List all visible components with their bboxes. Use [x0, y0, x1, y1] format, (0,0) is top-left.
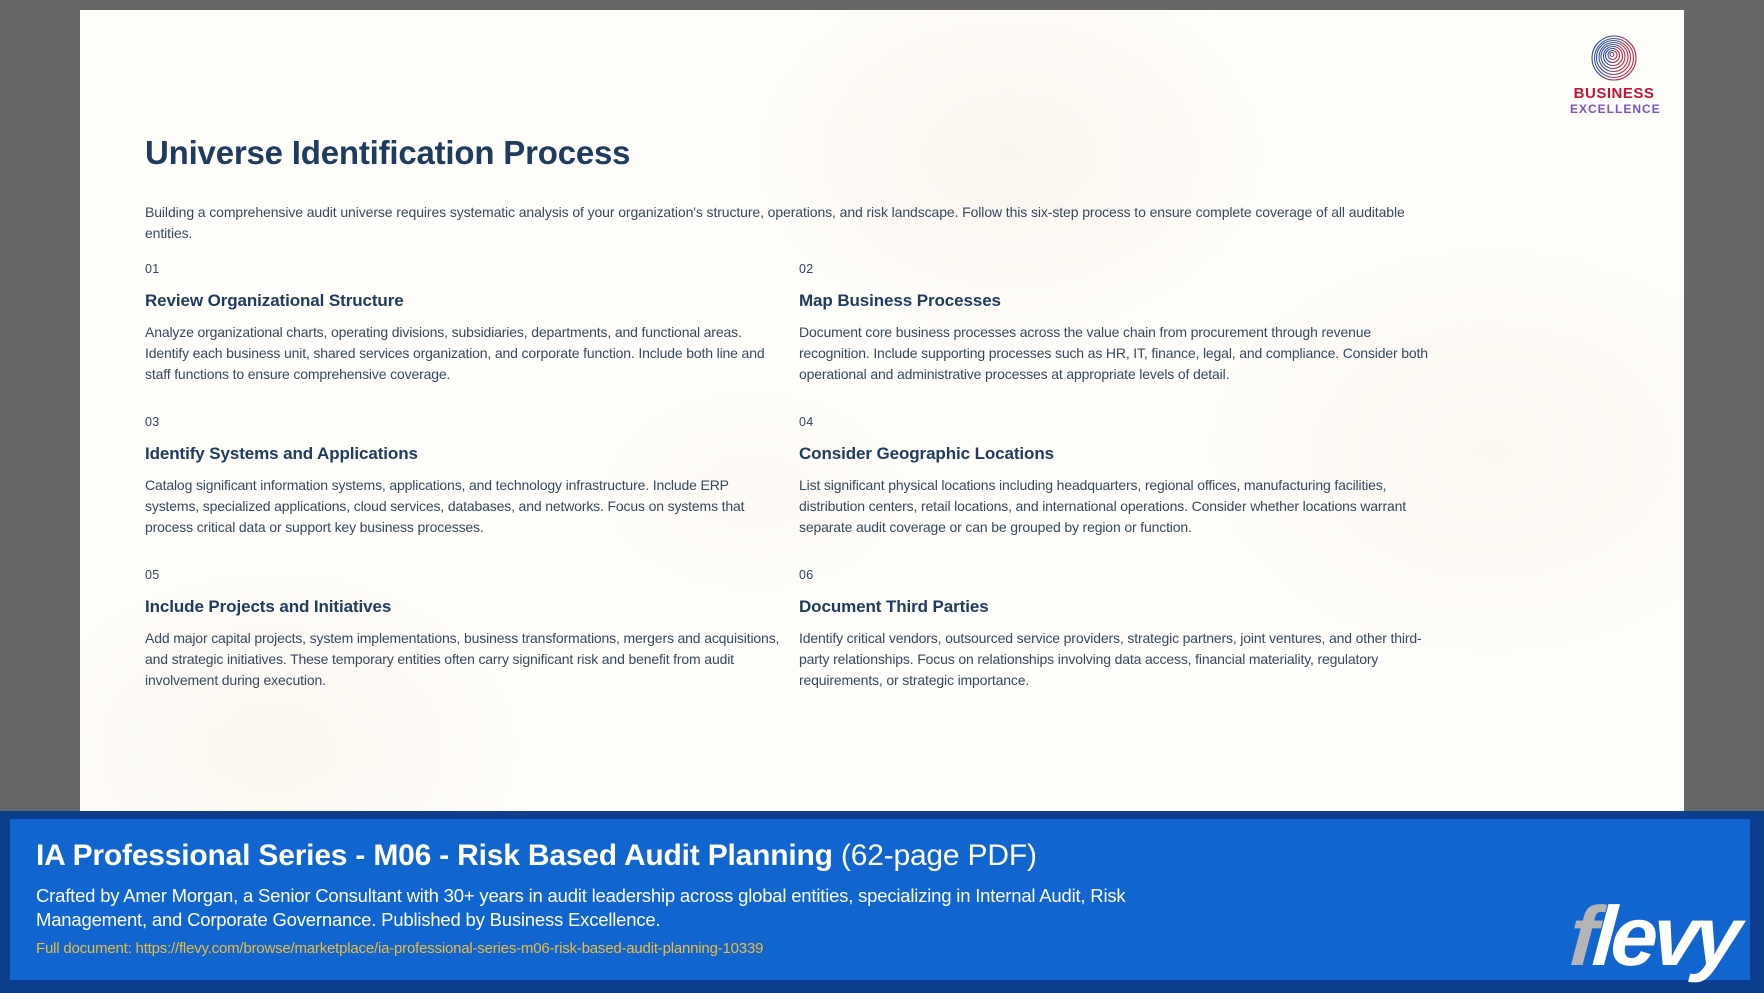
step-item-03 [145, 415, 785, 538]
step-heading: Include Projects and Initiatives [145, 597, 392, 616]
step-body: Document core business processes across the value chain from procurement through revenue recognition. Include supporting processes such as HR, IT, finance, legal, and compliance. Consider both operational and administrative processes at appropriate levels of detail. [799, 324, 1428, 382]
step-body: Catalog significant information systems, applications, and technology infrastructure. Include ERP systems, specialized applications, cloud services, databases, and networks. Focus on systems that process critical data or support key business processes. [145, 477, 745, 535]
step-heading: Review Organizational Structure [145, 291, 404, 310]
flevy-logo-levy: levy [1589, 889, 1740, 983]
step-item-04 [799, 415, 1439, 538]
step-number: 01 [145, 262, 160, 276]
step-item-05 [145, 568, 785, 691]
step-number: 04 [799, 415, 814, 429]
step-number: 02 [799, 262, 814, 276]
step-body: Analyze organizational charts, operating divisions, subsidiaries, departments, and functional areas. Identify each business unit, shared services organization, and corporate function. Include both line and staff functions to ensure comprehensive coverage. [145, 324, 765, 382]
step-heading: Identify Systems and Applications [145, 444, 418, 463]
flevy-logo [1566, 889, 1740, 983]
step-heading: Document Third Parties [799, 597, 989, 616]
full-document-link[interactable]: Full document: https://flevy.com/browse/marketplace/ia-professional-series-m06-risk-based-audit-planning-10339 [36, 940, 764, 957]
step-number: 06 [799, 568, 814, 582]
step-heading: Consider Geographic Locations [799, 444, 1054, 463]
step-number: 03 [145, 415, 160, 429]
flevy-banner-inner [10, 819, 1750, 983]
page-title: Universe Identification Process [145, 134, 631, 171]
step-item-01 [145, 262, 785, 385]
step-body: Identify critical vendors, outsourced service providers, strategic partners, joint ventures, and other third-party relationships. Focus on relationships involving data access, financial materiality, regulatory requirements, or strategic importance. [799, 630, 1422, 688]
step-number: 05 [145, 568, 160, 582]
step-heading: Map Business Processes [799, 291, 1001, 310]
step-body: List significant physical locations including headquarters, regional offices, manufacturing facilities, distribution centers, retail locations, and international operations. Consider whether locations warrant separate audit coverage or can be grouped by region or function. [799, 477, 1406, 535]
document-title-pages: (62-page PDF) [832, 839, 1037, 872]
step-body: Add major capital projects, system implementations, business transformations, mergers and acquisitions, and strategic initiatives. These temporary entities often carry significant risk and benefit from audit involvement during execution. [145, 630, 780, 688]
flevy-logo-f: f [1566, 889, 1596, 983]
document-title-main: IA Professional Series - M06 - Risk Based Audit Planning [36, 839, 833, 872]
logo-text-business: BUSINESS [1573, 85, 1655, 102]
fingerprint-globe-icon [1590, 34, 1638, 82]
document-title [36, 838, 1750, 874]
slide-content [145, 134, 1435, 691]
slide-page [80, 10, 1684, 812]
steps-grid [145, 262, 1435, 691]
flevy-banner [0, 811, 1764, 993]
logo-text-excellence: EXCELLENCE [1570, 102, 1661, 116]
intro-paragraph: Building a comprehensive audit universe requires systematic analysis of your organization's structure, operations, and risk landscape. Follow this six-step process to ensure complete coverage of all auditable entities. [145, 204, 1405, 241]
step-item-02 [799, 262, 1439, 385]
business-excellence-logo [1570, 34, 1661, 116]
step-item-06 [799, 568, 1439, 691]
document-description: Crafted by Amer Morgan, a Senior Consultant with 30+ years in audit leadership across global entities, specializing in Internal Audit, Risk Management, and Corporate Governance. Published by Business Excellence. [36, 885, 1126, 930]
